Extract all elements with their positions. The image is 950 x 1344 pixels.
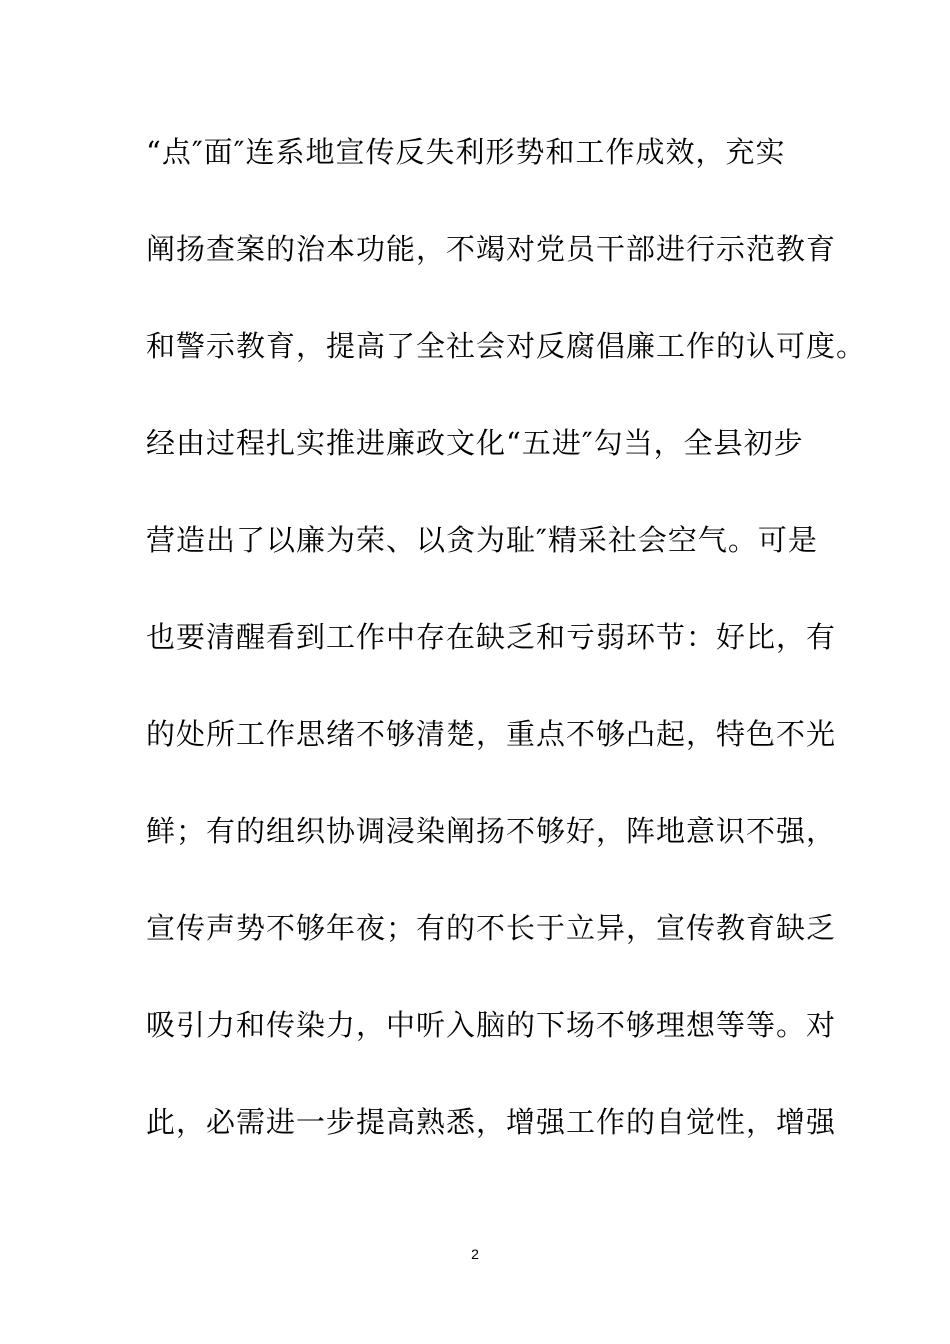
text-line-3: 和警示教育，提高了全社会对反腐倡廉工作的认可度。 xyxy=(146,329,867,363)
text-line-6: 也要清醒看到工作中存在缺乏和亏弱环节：好比，有 xyxy=(146,620,837,654)
text-line-5: 营造出了以廉为荣、以贪为耻″精采社会空气。可是 xyxy=(146,523,818,557)
page-number: 2 xyxy=(471,1246,479,1262)
text-line-4: 经由过程扎实推进廉政文化“五进″勾当，全县初步 xyxy=(146,426,804,460)
text-line-8: 鲜；有的组织协调浸染阐扬不够好，阵地意识不强， xyxy=(146,814,837,848)
text-line-2: 阐扬查案的治本功能，不竭对党员干部进行示范教育 xyxy=(146,232,837,266)
text-line-11: 此，必需进一步提高熟悉，增强工作的自觉性，增强 xyxy=(146,1105,837,1139)
text-line-7: 的处所工作思绪不够清楚，重点不够凸起，特色不光 xyxy=(146,717,837,751)
text-line-1: “点″面″连系地宣传反失利形势和工作成效，充实 xyxy=(146,135,786,169)
text-line-10: 吸引力和传染力，中听入脑的下场不够理想等等。对 xyxy=(146,1008,837,1042)
text-line-9: 宣传声势不够年夜；有的不长于立异，宣传教育缺乏 xyxy=(146,911,837,945)
